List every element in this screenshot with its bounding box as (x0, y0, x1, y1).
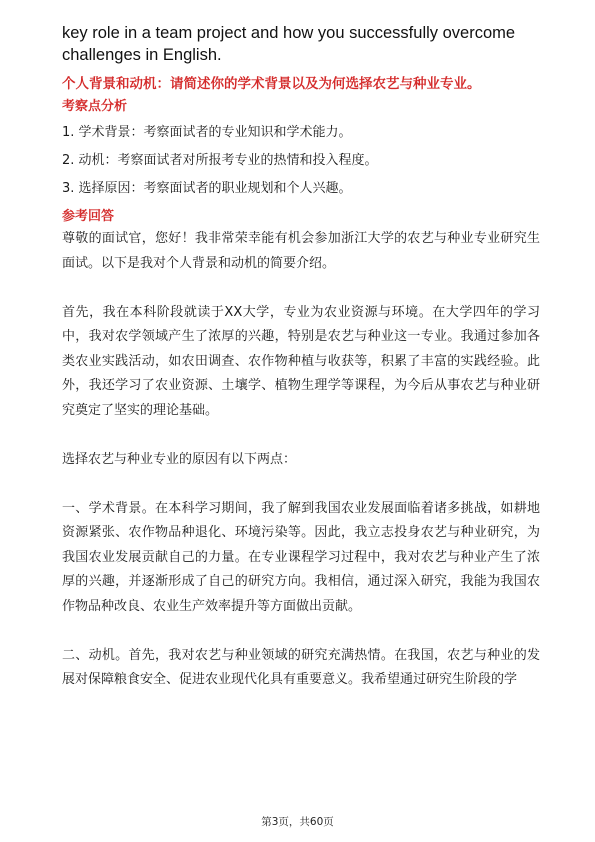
answer-heading: 参考回答 (62, 209, 115, 224)
document-page (62, 22, 540, 693)
intro-text: key role in a team project and how you successfully overcome challenges in English. (62, 24, 516, 64)
answer-paragraph: 尊敬的面试官，您好！我非常荣幸能有机会参加浙江大学的农艺与种业专业研究生面试。以下是我对个人背景和动机的简要介绍。 (62, 231, 540, 271)
page-number: 第3页，共60页 (261, 816, 334, 828)
answer-paragraph: 一、学术背景。在本科学习期间，我了解到我国农业发展面临着诸多挑战，如耕地资源紧张、农作物品种退化、环境污染等。因此，我立志投身农艺与种业研究，为我国农业发展贡献自己的力量。在专业课程学习过程中，我对农艺与种业产生了浓厚的兴趣，并逐渐形成了自己的研究方向。我相信，通过深入研究，我能为我国农作物品种改良、农业生产效率提升等方面做出贡献。 (62, 500, 540, 614)
analysis-heading: 考察点分析 (62, 99, 128, 114)
analysis-point: 1. 学术背景：考察面试者的专业知识和学术能力。 (62, 125, 352, 140)
question-heading: 个人背景和动机：请简述你的学术背景以及为何选择农艺与种业专业。 (62, 76, 481, 92)
analysis-list (62, 123, 540, 199)
analysis-point: 3. 选择原因：考察面试者的职业规划和个人兴趣。 (62, 181, 352, 196)
answer-paragraph: 首先，我在本科阶段就读于XX大学，专业为农业资源与环境。在大学四年的学习中，我对农学领域产生了浓厚的兴趣，特别是农艺与种业这一专业。我通过参加各类农业实践活动，如农田调查、农作物种植与收获等，积累了丰富的实践经验。此外，我还学习了农业资源、土壤学、植物生理学等课程，为今后从事农艺与种业研究奠定了坚实的理论基础。 (62, 304, 540, 418)
answer-paragraph: 选择农艺与种业专业的原因有以下两点： (62, 451, 297, 467)
analysis-point: 2. 动机：考察面试者对所报考专业的热情和投入程度。 (62, 153, 378, 168)
answer-paragraph: 二、动机。首先，我对农艺与种业领域的研究充满热情。在我国，农艺与种业的发展对保障粮食安全、促进农业现代化具有重要意义。我希望通过研究生阶段的学 (62, 647, 540, 687)
